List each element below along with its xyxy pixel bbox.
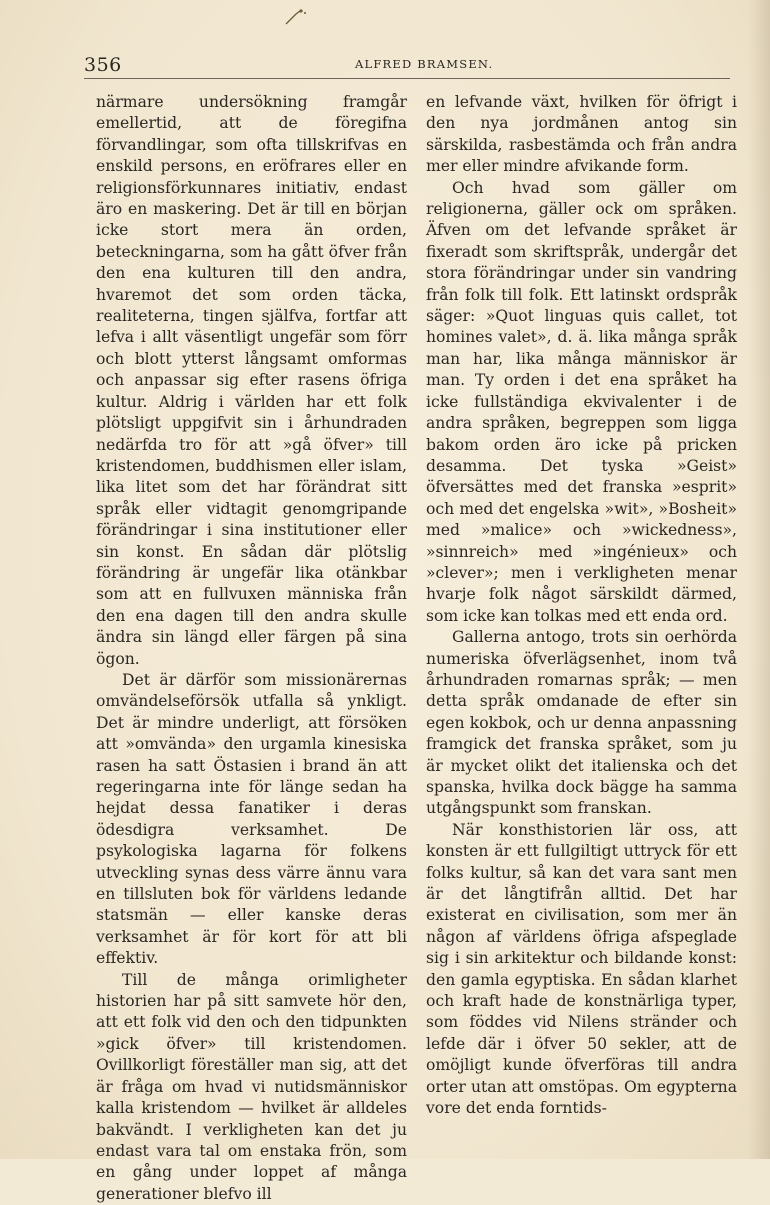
- paragraph: en lefvande växt, hvilken för öfrigt i den nya jordmånen antog sin särskilda, rasbestämda och från andra mer eller mindre afvikande form.: [426, 93, 737, 176]
- paragraph: Gallerna antogo, trots sin oerhörda numeriska öfverlägsenhet, inom två århundraden romarnas språk; — men detta språk omdanade de efter sin egen kokbok, och ur denna anpassning framgick det franska språket, som ju är mycket olikt det italienska och det spanska, hvilka dock bägge ha samma utgångspunkt som franskan.: [426, 628, 737, 818]
- paragraph: När konsthistorien lär oss, att konsten är ett fullgiltigt uttryck för ett folks kultur, så kan det vara sant men är det långtifrån alltid. Det har existerat en civilisation, som mer än någon af världens öfriga afspeglade sig i sin arkitektur och bildande konst: den gamla egyptiska. En sådan klarhet och kraft hade de konstnärliga typer, som föddes vid Nilens stränder och lefde där i öfver 50 sekler, att de omöjligt kunde öfverföras till andra orter utan att omstöpas. Om egypterna vore det enda forntids-: [426, 820, 737, 1118]
- page-header: [84, 52, 730, 79]
- paragraph: Och hvad som gäller om religionerna, gäller ock om språken. Äfven om det lefvande språket är fixeradt som skriftspråk, undergår det stora förändringar under sin vandring från folk till folk. Ett latinskt ordspråk säger: »Quot linguas quis callet, tot homines valet», d. ä. lika många språk man har, lika många människor är man. Ty orden i det ena språket ha icke fullständiga ekvivalenter i de andra språken, begreppen som ligga bakom orden äro icke på pricken desamma. Det tyska »Geist» öfversättes med det franska »esprit» och med det engelska »wit», »Bosheit» med »malice» och »wickedness», »sinnreich» med »ingénieux» och »clever»; men i verkligheten menar hvarje folk något särskildt därmed, som icke kan tolkas med ett enda ord.: [426, 178, 737, 625]
- running-head: ALFRED BRAMSEN.: [355, 57, 494, 71]
- page-edge-shadow: [748, 0, 770, 1159]
- paragraph: Till de många orimligheter historien har på sitt samvete hör den, att ett folk vid den och den tidpunkten »gick öfver» till kristendomen. Ovillkorligt föreställer man sig, att det är fråga om hvad vi nutidsmänniskor kalla kristendom — hvilket är alldeles bakvändt. I verkligheten kan det ju endast vara tal om enstaka frön, som en gång under loppet af många generationer blefvo ill: [96, 970, 407, 1203]
- paragraph: närmare undersökning framgår emellertid, att de föregifna förvandlingar, som ofta tillskrifvas en enskild persons, en eröfrares eller en religionsförkunnares initiativ, endast äro en maskering. Det är till en början icke stort mera än orden, beteckningarna, som ha gått öfver från den ena kulturen till den andra, hvaremot det som orden täcka, realiteterna, tingen själfva, fortfar att lefva i allt väsentligt ungefär som förr och blott ytterst långsamt omformas och anpassar sig efter rasens öfriga kultur. Aldrig i världen har ett folk plötsligt uppgifvit sin i århundraden nedärfda tro för att »gå öfver» till kristendomen, buddhismen eller islam, lika litet som det har förändrat sitt språk eller vidtagit genomgripande förändringar i sina institutioner eller sin konst. En sådan där plötslig förändring är ungefär lika otänkbar som att en fullvuxen människa från den ena dagen till den andra skulle ändra sin längd eller färgen på sina ögon.: [96, 93, 407, 668]
- left-column: [96, 92, 407, 1205]
- right-column: [426, 92, 737, 1120]
- paragraph: Det är därför som missionärernas omvändelseförsök utfalla så ynkligt. Det är mindre underligt, att försöken att »omvända» den urgamla kinesiska rasen ha satt Östasien i brand än att regeringarna inte för länge sedan ha hejdat dessa fanatiker i deras ödesdigra verksamhet. De psykologiska lagarna för folkens utveckling synas dess värre ännu vara en tillsluten bok för världens ledande statsmän — eller kanske deras verksamhet är för kort för att bli effektiv.: [96, 670, 407, 968]
- page-number: 356: [84, 54, 122, 76]
- ink-blot-icon: [282, 8, 308, 28]
